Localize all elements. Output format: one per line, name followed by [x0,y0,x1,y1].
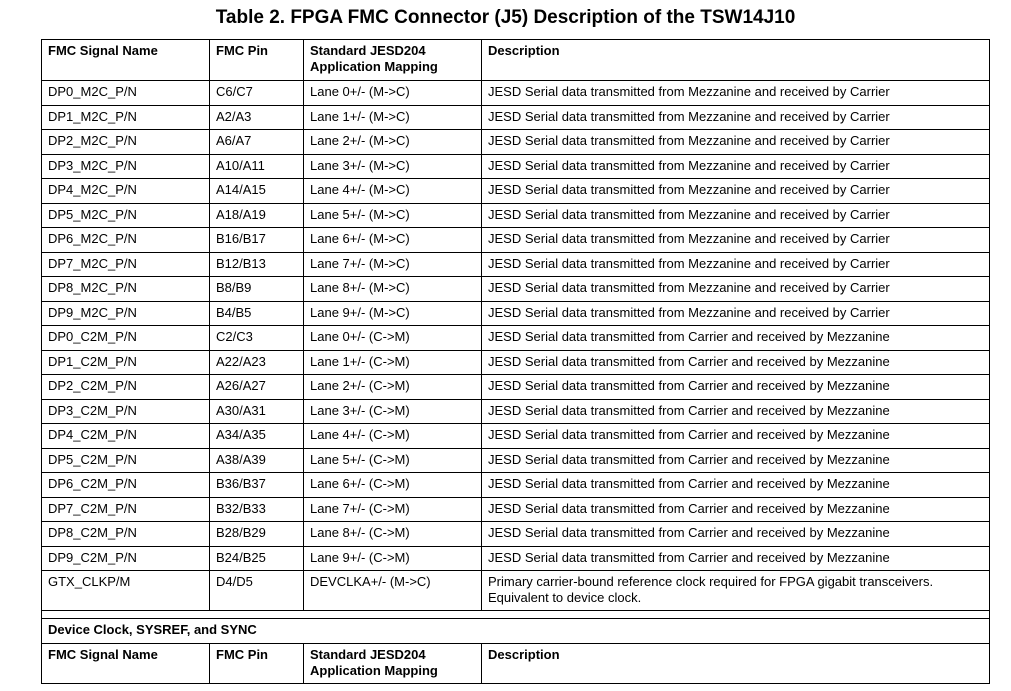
cell-description: JESD Serial data transmitted from Mezzanine and received by Carrier [482,277,990,302]
cell-mapping: Lane 9+/- (C->M) [304,546,482,571]
cell-pin: A6/A7 [210,130,304,155]
cell-signal: DP7_C2M_P/N [42,497,210,522]
cell-description: JESD Serial data transmitted from Carrier and received by Mezzanine [482,522,990,547]
table-row [42,350,990,375]
table-row [42,522,990,547]
clock-description-line2: Equivalent to device clock. [488,590,642,605]
cell-signal: DP5_C2M_P/N [42,448,210,473]
table-row [42,228,990,253]
spacer-row [42,611,990,619]
cell-pin: C2/C3 [210,326,304,351]
cell-mapping: Lane 1+/- (M->C) [304,105,482,130]
cell-pin: A14/A15 [210,179,304,204]
header-fmc-pin: FMC Pin [210,40,304,81]
cell-mapping: Lane 5+/- (C->M) [304,448,482,473]
cell-mapping: Lane 5+/- (M->C) [304,203,482,228]
cell-pin: A34/A35 [210,424,304,449]
cell-description: JESD Serial data transmitted from Carrier and received by Mezzanine [482,326,990,351]
cell-signal: DP4_C2M_P/N [42,424,210,449]
cell-pin: B32/B33 [210,497,304,522]
cell-mapping: Lane 8+/- (C->M) [304,522,482,547]
cell-signal: DP2_M2C_P/N [42,130,210,155]
cell-signal: DP2_C2M_P/N [42,375,210,400]
cell-description: JESD Serial data transmitted from Carrier and received by Mezzanine [482,497,990,522]
spacer-cell [42,611,990,619]
cell-signal: DP4_M2C_P/N [42,179,210,204]
cell-mapping: Lane 0+/- (M->C) [304,81,482,106]
table-row [42,252,990,277]
table-row [42,130,990,155]
cell-pin: D4/D5 [210,571,304,611]
cell-signal: DP0_M2C_P/N [42,81,210,106]
section-header-fmc-pin: FMC Pin [210,644,304,684]
cell-pin: A38/A39 [210,448,304,473]
cell-pin: A10/A11 [210,154,304,179]
cell-pin: B24/B25 [210,546,304,571]
cell-mapping: Lane 9+/- (M->C) [304,301,482,326]
cell-signal: DP1_M2C_P/N [42,105,210,130]
section-header-mapping-line1: Standard JESD204 [310,647,426,662]
cell-pin: B28/B29 [210,522,304,547]
fmc-connector-table [41,39,990,684]
cell-description: JESD Serial data transmitted from Mezzanine and received by Carrier [482,130,990,155]
table-body [42,81,990,571]
cell-description: JESD Serial data transmitted from Carrier and received by Mezzanine [482,399,990,424]
cell-description: JESD Serial data transmitted from Carrier and received by Mezzanine [482,546,990,571]
cell-signal: DP6_C2M_P/N [42,473,210,498]
cell-description [482,571,990,611]
table-row [42,277,990,302]
cell-description: JESD Serial data transmitted from Carrier and received by Mezzanine [482,375,990,400]
cell-mapping: Lane 2+/- (C->M) [304,375,482,400]
section-title: Device Clock, SYSREF, and SYNC [42,619,990,644]
header-description: Description [482,40,990,81]
cell-signal: DP3_M2C_P/N [42,154,210,179]
cell-pin: B4/B5 [210,301,304,326]
cell-mapping: Lane 8+/- (M->C) [304,277,482,302]
clock-description-line1: Primary carrier-bound reference clock required for FPGA gigabit transceivers. [488,574,934,589]
table-row [42,301,990,326]
cell-pin: C6/C7 [210,81,304,106]
table-header-row [42,40,990,81]
cell-description: JESD Serial data transmitted from Carrier and received by Mezzanine [482,473,990,498]
cell-description: JESD Serial data transmitted from Carrier and received by Mezzanine [482,448,990,473]
cell-mapping: Lane 7+/- (C->M) [304,497,482,522]
cell-description: JESD Serial data transmitted from Mezzanine and received by Carrier [482,81,990,106]
table-row [42,448,990,473]
cell-signal: DP1_C2M_P/N [42,350,210,375]
cell-mapping: Lane 3+/- (C->M) [304,399,482,424]
table-row [42,497,990,522]
table-row [42,203,990,228]
cell-description: JESD Serial data transmitted from Mezzanine and received by Carrier [482,154,990,179]
cell-mapping: DEVCLKA+/- (M->C) [304,571,482,611]
cell-pin: B12/B13 [210,252,304,277]
cell-signal: DP7_M2C_P/N [42,252,210,277]
table-row [42,375,990,400]
cell-mapping: Lane 7+/- (M->C) [304,252,482,277]
section-header-signal-name: FMC Signal Name [42,644,210,684]
cell-pin: A22/A23 [210,350,304,375]
cell-description: JESD Serial data transmitted from Mezzanine and received by Carrier [482,301,990,326]
cell-description: JESD Serial data transmitted from Carrier and received by Mezzanine [482,350,990,375]
section-header-row [42,644,990,684]
cell-description: JESD Serial data transmitted from Carrier and received by Mezzanine [482,424,990,449]
cell-signal: DP8_M2C_P/N [42,277,210,302]
section-header-jesd-mapping [304,644,482,684]
cell-mapping: Lane 6+/- (M->C) [304,228,482,253]
table-row [42,105,990,130]
cell-signal: DP3_C2M_P/N [42,399,210,424]
header-jesd-mapping-line1: Standard JESD204 [310,43,426,58]
cell-description: JESD Serial data transmitted from Mezzanine and received by Carrier [482,252,990,277]
cell-pin: B8/B9 [210,277,304,302]
section-title-row [42,619,990,644]
cell-description: JESD Serial data transmitted from Mezzanine and received by Carrier [482,203,990,228]
table-row [42,154,990,179]
cell-mapping: Lane 3+/- (M->C) [304,154,482,179]
cell-signal: DP6_M2C_P/N [42,228,210,253]
header-jesd-mapping-line2: Application Mapping [310,59,438,74]
section-header-mapping-line2: Application Mapping [310,663,438,678]
header-jesd-mapping [304,40,482,81]
header-signal-name: FMC Signal Name [42,40,210,81]
cell-description: JESD Serial data transmitted from Mezzanine and received by Carrier [482,228,990,253]
table-title: Table 2. FPGA FMC Connector (J5) Description of the TSW14J10 [215,7,796,28]
cell-description: JESD Serial data transmitted from Mezzanine and received by Carrier [482,105,990,130]
cell-signal: DP9_C2M_P/N [42,546,210,571]
cell-signal: DP5_M2C_P/N [42,203,210,228]
table-row [42,546,990,571]
table-row [42,179,990,204]
cell-pin: A26/A27 [210,375,304,400]
cell-pin: B16/B17 [210,228,304,253]
cell-pin: A30/A31 [210,399,304,424]
cell-pin: A2/A3 [210,105,304,130]
cell-signal: DP9_M2C_P/N [42,301,210,326]
cell-signal: DP0_C2M_P/N [42,326,210,351]
table-row [42,424,990,449]
cell-mapping: Lane 4+/- (C->M) [304,424,482,449]
table-row [42,81,990,106]
table-row [42,473,990,498]
table-row [42,326,990,351]
cell-pin: B36/B37 [210,473,304,498]
cell-mapping: Lane 6+/- (C->M) [304,473,482,498]
cell-signal: GTX_CLKP/M [42,571,210,611]
section-header-description: Description [482,644,990,684]
cell-signal: DP8_C2M_P/N [42,522,210,547]
cell-mapping: Lane 0+/- (C->M) [304,326,482,351]
cell-mapping: Lane 2+/- (M->C) [304,130,482,155]
cell-mapping: Lane 1+/- (C->M) [304,350,482,375]
cell-pin: A18/A19 [210,203,304,228]
table-row [42,399,990,424]
table-row-clock [42,571,990,611]
cell-description: JESD Serial data transmitted from Mezzanine and received by Carrier [482,179,990,204]
cell-mapping: Lane 4+/- (M->C) [304,179,482,204]
